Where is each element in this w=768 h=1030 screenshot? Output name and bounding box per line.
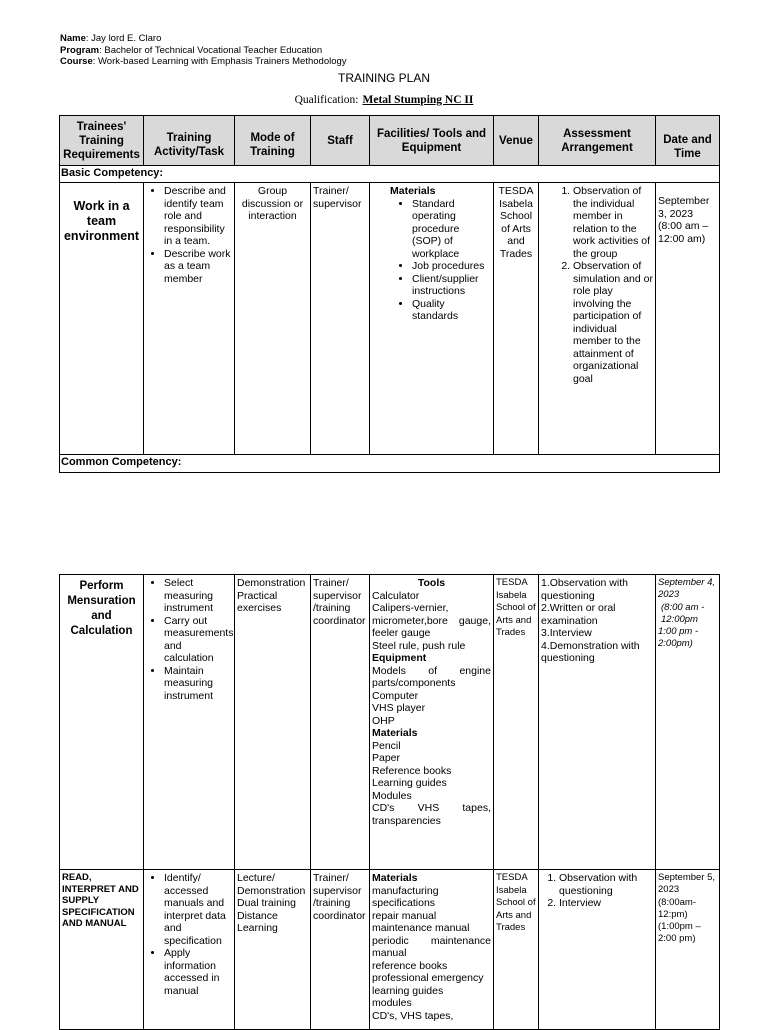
- list-item: OHP: [372, 714, 395, 727]
- materials-heading: Materials: [372, 872, 418, 884]
- date-line: (1:00pm – 2:00 pm): [658, 921, 701, 945]
- list-item: 2. Observation of simulation and or role play involving the participation of individual member to the attainment of organizational goal: [573, 260, 653, 385]
- list-item: 1.Observation with questioning: [541, 577, 628, 602]
- list-item: Modules: [372, 789, 412, 802]
- col-header: Assessment Arrangement: [539, 116, 656, 166]
- facilities-cell: [370, 575, 494, 870]
- qualification-label: Qualification:: [294, 94, 359, 106]
- table-row: [60, 575, 720, 870]
- name-line: Name: Jay lord E. Claro: [60, 33, 162, 44]
- assessment-cell: [539, 575, 656, 870]
- list-item: • Apply information accessed in manual: [164, 947, 232, 997]
- date-line: 1:00 pm - 2:00pm): [658, 626, 699, 650]
- document-header: [60, 33, 347, 68]
- assessment-cell: [539, 870, 656, 1030]
- col-header: Venue: [494, 116, 539, 166]
- program-line: Program: Bachelor of Technical Vocational Teacher Education: [60, 44, 323, 56]
- materials-heading: Materials: [372, 727, 418, 739]
- col-header: Date and Time: [656, 116, 720, 166]
- date-cell: [656, 575, 720, 870]
- list-item: • Client/supplier instructions: [412, 273, 491, 298]
- list-item: • Carry out measurements and calculation: [164, 615, 232, 665]
- qualification-line: [0, 94, 768, 106]
- list-item: Pencil: [372, 739, 401, 752]
- list-item: maintenance manual: [372, 922, 470, 934]
- col-header: Training Activity/Task: [144, 116, 235, 166]
- table-row: [60, 870, 720, 1030]
- date-line: September 5, 2023: [658, 872, 716, 896]
- section-row: [60, 455, 720, 473]
- activity-cell: [144, 183, 235, 455]
- list-item: • Maintain measuring instrument: [164, 665, 232, 703]
- list-item: • Identify/ accessed manuals and interpret data and specification: [164, 872, 232, 947]
- list-item: manufacturing specifications: [372, 884, 439, 909]
- requirement-cell: Work in a team environment: [60, 183, 144, 455]
- list-item: 2.Written or oral examination: [541, 602, 616, 627]
- staff-cell: Trainer/ supervisor: [311, 183, 370, 455]
- list-item: Computer: [372, 689, 419, 702]
- equipment-heading: Equipment: [372, 652, 427, 664]
- mode-cell: Group discussion or interaction: [235, 183, 311, 455]
- date-cell: September 3, 2023 (8:00 am – 12:00 am): [656, 183, 720, 455]
- staff-cell: Trainer/ supervisor /training coordinator: [311, 870, 370, 1030]
- requirement-cell: READ, INTERPRET AND SUPPLY SPECIFICATION AND MANUAL: [60, 870, 144, 1030]
- venue-cell: TESDA Isabela School of Arts and Trades: [494, 575, 539, 870]
- list-item: CD's, VHS tapes,: [372, 1009, 454, 1022]
- list-item: Reference books: [372, 764, 452, 777]
- date-cell: [656, 870, 720, 1030]
- mode-cell: Lecture/ Demonstration Dual training Distance Learning: [235, 870, 311, 1030]
- staff-cell: Trainer/ supervisor /training coordinator: [311, 575, 370, 870]
- date-line: (8:00am- 12:pm): [658, 896, 697, 920]
- list-item: 3.Interview: [541, 627, 592, 639]
- activity-cell: [144, 575, 235, 870]
- col-header: Facilities/ Tools and Equipment: [370, 116, 494, 166]
- list-item: • Describe work as a team member: [164, 248, 232, 286]
- list-item: professional emergency: [372, 972, 484, 984]
- list-item: Calipers-vernier, micrometer,bore gauge, feeler gauge: [372, 602, 491, 639]
- mode-cell: Demonstration Practical exercises: [235, 575, 311, 870]
- facilities-heading: Materials: [390, 185, 436, 197]
- list-item: • Select measuring instrument: [164, 577, 232, 615]
- list-item: periodic maintenance manual: [372, 934, 491, 959]
- document-title: TRAINING PLAN: [337, 71, 430, 85]
- venue-cell: TESDA Isabela School of Arts and Trades: [494, 183, 539, 455]
- section-row: [60, 166, 720, 183]
- list-item: learning guides: [372, 984, 444, 997]
- col-header: Trainees' Training Requirements: [60, 116, 144, 166]
- list-item: modules: [372, 997, 412, 1009]
- date-line: September 4, 2023: [658, 577, 716, 601]
- training-plan-table-2: [59, 574, 720, 1030]
- list-item: Steel rule, push rule: [372, 639, 466, 652]
- activity-cell: [144, 870, 235, 1030]
- list-item: Models of engine parts/components: [372, 664, 491, 689]
- table-row: [60, 183, 720, 455]
- tools-heading: Tools: [417, 577, 446, 589]
- section-common-competency: Common Competency:: [60, 455, 720, 473]
- list-item: • Job procedures: [412, 260, 491, 273]
- list-item: CD's VHS tapes, transparencies: [372, 802, 491, 827]
- list-item: VHS player: [372, 702, 426, 714]
- col-header: Mode of Training: [235, 116, 311, 166]
- list-item: reference books: [372, 959, 448, 972]
- course-line: Course: Work-based Learning with Emphasis Trainers Methodology: [60, 56, 347, 67]
- list-item: Paper: [372, 752, 401, 764]
- list-item: 1. Observation of the individual member in relation to the work activities of the group: [573, 185, 653, 260]
- assessment-cell: [539, 183, 656, 455]
- list-item: 4.Demonstration with questioning: [541, 639, 640, 664]
- list-item: • Quality standards: [412, 298, 491, 323]
- list-item: 1. Observation with questioning: [559, 872, 653, 897]
- training-plan-table-1: [59, 115, 720, 473]
- facilities-cell: [370, 183, 494, 455]
- table-header-row: [60, 116, 720, 166]
- date-line: (8:00 am - 12:00pm: [661, 601, 705, 625]
- list-item: repair manual: [372, 909, 437, 922]
- col-header: Staff: [311, 116, 370, 166]
- venue-cell: TESDA Isabela School of Arts and Trades: [494, 870, 539, 1030]
- qualification-value: Metal Stumping NC II: [362, 94, 474, 106]
- list-item: • Describe and identify team role and responsibility in a team.: [164, 185, 232, 248]
- list-item: • Standard operating procedure (SOP) of workplace: [412, 198, 491, 261]
- list-item: 2. Interview: [559, 897, 653, 910]
- section-basic-competency: Basic Competency:: [60, 166, 720, 183]
- list-item: Calculator: [372, 589, 420, 602]
- requirement-cell: Perform Mensuration and Calculation: [60, 575, 144, 870]
- list-item: Learning guides: [372, 777, 447, 789]
- facilities-cell: [370, 870, 494, 1030]
